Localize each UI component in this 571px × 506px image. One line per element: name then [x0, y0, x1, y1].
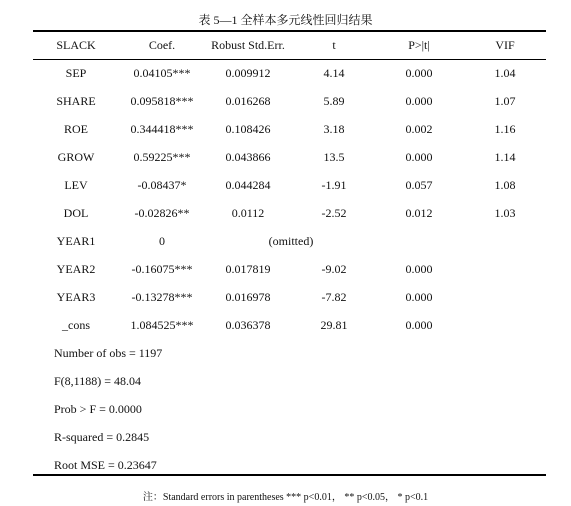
- row-se: 0.016978: [225, 290, 271, 304]
- header-rule: [33, 59, 546, 60]
- row-coef: 0.344418***: [130, 122, 194, 136]
- table-caption: 表 5—1 全样本多元线性回归结果: [198, 13, 373, 27]
- row-coef: -0.02826**: [134, 206, 190, 220]
- row-variable: YEAR1: [56, 234, 96, 248]
- row-p: 0.000: [405, 94, 433, 108]
- row-variable: YEAR3: [56, 290, 96, 304]
- row-coef: -0.16075***: [131, 262, 193, 276]
- row-p: 0.012: [405, 206, 433, 220]
- row-t: 5.89: [323, 94, 345, 108]
- row-variable: ROE: [64, 122, 88, 136]
- row-t: -1.91: [321, 178, 347, 192]
- row-coef: 0.59225***: [133, 150, 191, 164]
- table-row: [0, 150, 571, 166]
- row-t: -7.82: [321, 290, 347, 304]
- top-rule: [33, 30, 546, 32]
- header-slack: SLACK: [56, 38, 96, 52]
- row-vif: 1.04: [494, 66, 516, 80]
- row-t: 29.81: [320, 318, 348, 332]
- table-header: [0, 38, 571, 54]
- table-row: [0, 290, 571, 306]
- row-p: 0.000: [405, 290, 433, 304]
- table-row: [0, 122, 571, 138]
- row-t: 3.18: [323, 122, 345, 136]
- row-se: 0.009912: [225, 66, 271, 80]
- row-p: 0.000: [405, 150, 433, 164]
- row-p: 0.000: [405, 318, 433, 332]
- stat-r-squared: R-squared = 0.2845: [54, 430, 150, 444]
- table-row: [0, 178, 571, 194]
- stat-prob-f: Prob > F = 0.0000: [54, 402, 142, 416]
- row-p: 0.002: [405, 122, 433, 136]
- row-vif: 1.03: [494, 206, 516, 220]
- row-p: 0.000: [405, 262, 433, 276]
- row-coef: 0.095818***: [130, 94, 194, 108]
- table-row: [0, 94, 571, 110]
- row-variable: YEAR2: [56, 262, 96, 276]
- row-coef: -0.13278***: [131, 290, 193, 304]
- row-vif: 1.16: [494, 122, 516, 136]
- bottom-rule: [33, 474, 546, 476]
- row-variable: SHARE: [56, 94, 96, 108]
- row-variable: LEV: [64, 178, 88, 192]
- row-coef: -0.08437*: [137, 178, 187, 192]
- row-variable: DOL: [63, 206, 89, 220]
- table-row: [0, 66, 571, 82]
- table-row: [0, 262, 571, 278]
- row-se: 0.036378: [225, 318, 271, 332]
- stat-f: F(8,1188) = 48.04: [54, 374, 141, 388]
- row-t: 4.14: [323, 66, 345, 80]
- row-omitted: (omitted): [268, 234, 314, 248]
- row-variable: GROW: [57, 150, 95, 164]
- row-p: 0.000: [405, 66, 433, 80]
- table-row: [0, 206, 571, 222]
- row-vif: 1.07: [494, 94, 516, 108]
- row-coef: 0: [159, 234, 165, 248]
- row-variable: SEP: [65, 66, 87, 80]
- stat-root-mse: Root MSE = 0.23647: [54, 458, 157, 472]
- row-se: 0.016268: [225, 94, 271, 108]
- row-variable: _cons: [62, 318, 90, 332]
- header-p: P>|t|: [408, 38, 430, 52]
- header-robust-se: Robust Std.Err.: [211, 38, 285, 52]
- row-vif: 1.14: [494, 150, 516, 164]
- header-t: t: [332, 38, 336, 52]
- row-se: 0.0112: [231, 206, 265, 220]
- row-t: 13.5: [323, 150, 345, 164]
- row-t: -9.02: [321, 262, 347, 276]
- table-row: [0, 234, 571, 250]
- row-coef: 1.084525***: [130, 318, 194, 332]
- row-p: 0.057: [405, 178, 433, 192]
- row-coef: 0.04105***: [133, 66, 191, 80]
- row-se: 0.017819: [225, 262, 271, 276]
- row-se: 0.043866: [225, 150, 271, 164]
- row-vif: 1.08: [494, 178, 516, 192]
- header-coef: Coef.: [148, 38, 176, 52]
- stat-n-obs: Number of obs = 1197: [54, 346, 163, 360]
- table-row: [0, 318, 571, 334]
- row-t: -2.52: [321, 206, 347, 220]
- row-se: 0.108426: [225, 122, 271, 136]
- header-vif: VIF: [495, 38, 515, 52]
- row-se: 0.044284: [225, 178, 271, 192]
- table-note: 注：Standard errors in parentheses *** p<0.01， ** p<0.05， * p<0.1: [142, 492, 429, 503]
